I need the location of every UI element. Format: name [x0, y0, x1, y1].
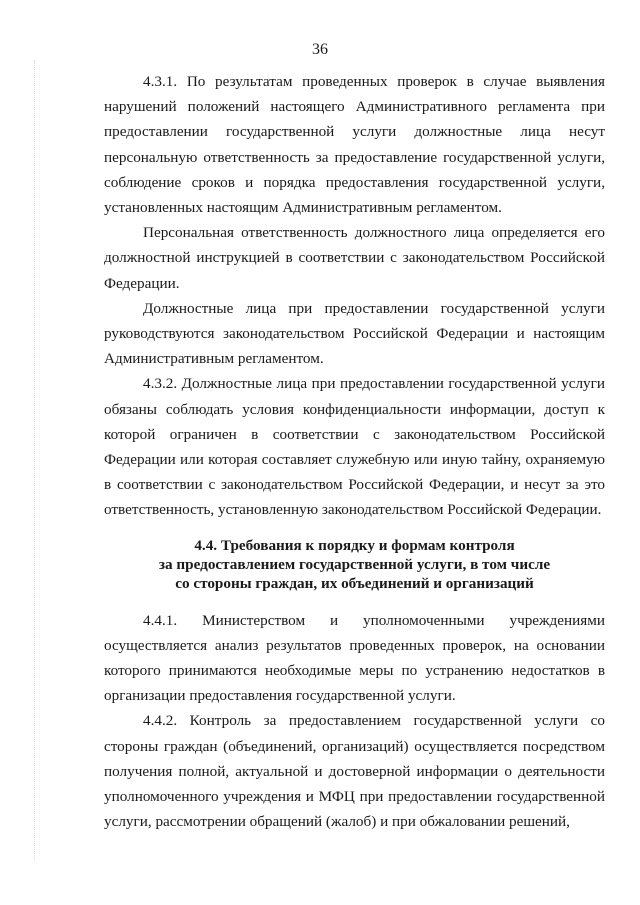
paragraph-4-3-2: 4.3.2. Должностные лица при предоставлении государственной услуги обязаны соблюдать условия конфиденциальности информации, доступ к которой ограничен в соответствии с законодательством Российской Федерации или которая составляет служебную или иную тайну, охраняемую в соответствии с законодательством Российской Федерации, и несут за это ответственность, установленную законодательством Российской Федерации. [104, 375, 605, 519]
paragraph-personal-responsibility: Персональная ответственность должностного лица определяется его должностной инструкцией в соответствии с законодательством Российской Федерации. [104, 224, 605, 292]
paragraph-4-4-2: 4.4.2. Контроль за предоставлением государственной услуги со стороны граждан (объединений, организаций) осуществляется посредством получения полной, актуальной и достоверной информации о деятельности уполномоченного учреждения и МФЦ при предоставлении государственной услуги, рассмотрении обращений (жалоб) и при обжаловании решений, [104, 712, 605, 831]
heading-line-3: со стороны граждан, их объединений и организаций [175, 574, 534, 592]
page-number: 36 [312, 41, 328, 58]
heading-line-1: 4.4. Требования к порядку и формам контроля [194, 536, 515, 554]
paragraph-officials-guided: Должностные лица при предоставлении государственной услуги руководствуются законодательством Российской Федерации и настоящим Административным регламентом. [104, 299, 605, 368]
section-heading-4-4 [104, 536, 605, 593]
document-body [104, 69, 605, 834]
paragraph-4-3-1: 4.3.1. По результатам проведенных проверок в случае выявления нарушений положений настоящего Административного регламента при предоставлении государственной услуги должностные лица несут персональную ответственность за предоставление государственной услуги, соблюдение сроков и порядка предоставления государственной услуги, установленных настоящим Административным регламентом. [104, 73, 605, 217]
margin-binding-marks [34, 60, 36, 860]
heading-line-2: за предоставлением государственной услуги, в том числе [158, 555, 551, 573]
paragraph-4-4-1: 4.4.1. Министерством и уполномоченными учреждениями осуществляется анализ результатов проведенных проверок, на основании которого принимаются необходимые меры по устранению недостатков в организации предоставления государственной услуги. [104, 611, 605, 705]
